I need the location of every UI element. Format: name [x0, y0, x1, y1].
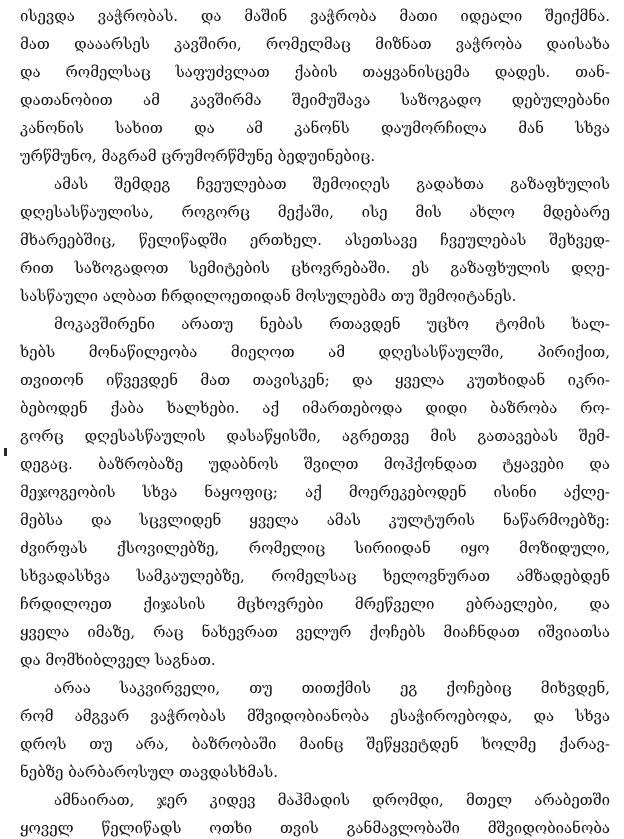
text-line: სასწაული ალბათ ჩრდილოეთიდან მოსულებმა თუ შემოიტანეს.: [20, 287, 517, 305]
text-line: ურწმუნო, მაგრამ ცრუმორწმუნე ბედუინებიც.: [20, 147, 376, 165]
body-text: [20, 2, 610, 839]
paragraph-first-line: მოკავშირენი არათუ ნებას რთავდენ უცხო ტომის ხალ-: [54, 315, 610, 333]
text-line: თვითონ იწვევდენ მათ თავისკენ; და ყველა კუთხიდან იკრი-: [20, 371, 610, 389]
text-line: ისევდა ვაჭრობას. და მაშინ ვაჭრობა მათი იდეალი შეიქმნა.: [20, 7, 610, 25]
text-line: მათ დააარსეს კავშირი, რომელმაც მიზნათ ვაჭრობა დაისახა: [20, 35, 610, 53]
text-line: დეგაც. ბაზრობაზე უდაბნოს შვილთ მოჰქონდათ ტყავები და: [20, 455, 610, 473]
text-line: ყველა იმაზე, რაც ნახევრათ ველურ ქოჩებს მიაჩნდათ იშვიათსა: [20, 623, 610, 641]
text-line: კანონის სახით და ამ კანონს დაუმორჩილა მან სხვა: [20, 119, 610, 137]
text-line: დათანობით ამ კავშირმა შეიმუშავა საზოგადო დებულებანი: [20, 91, 610, 109]
text-line: ბებოდენ ქაბა ხალხები. აქ იმართებოდა დიდი ბაზრობა რო-: [20, 399, 610, 417]
text-line: ხებს მონაწილეობა მიეღოთ ამ დღესასწაულში, პირიქით,: [20, 343, 610, 361]
text-line: მებსა და სცვლიდენ ყველა ამას კულტურის ნაწარმოებზე:: [20, 511, 610, 529]
text-line: რით საზოგადოთ სემიტების ცხოვრებაში. ეს გაზაფხულის დღე-: [20, 259, 610, 277]
text-line: და მომხიბლველ საგნათ.: [20, 651, 216, 669]
text-line: დღესასწაულისა, როგორც მექაში, ისე მის ახლო მდებარე: [20, 203, 610, 221]
text-line: დროს თუ არა, ბაზრობაში მაინც შეწყვეტდენ ხოლმე ქარავ-: [20, 735, 610, 753]
text-line: ნებზე ბარბაროსულ თავდასხმას.: [20, 763, 279, 781]
paragraph-first-line: არაა საკვირველი, თუ თითქმის ეგ ქოჩებიც მიხვდენ,: [54, 679, 610, 697]
text-line: და რომელსაც საფუძვლათ ქაბის თაყვანისცემა დადეს. თან-: [20, 63, 610, 81]
text-line: ყოველ წელიწადს ოთხი თვის განმავლობაში მშვიდობიანობა: [20, 819, 610, 837]
text-line: ძვირფას ქსოვილებზე, რომელიც სირიიდან იყო მოზიდული,: [20, 539, 610, 557]
text-line: მეჯოგეობის სხვა ნაყოფიც; აქ მოერეკებოდენ ისინი აქლე-: [20, 483, 610, 501]
text-line: ჩრდილოეთ ქიჯასის მცხოვრები მრეწველი ებრაელები, და: [20, 595, 610, 613]
paragraph-first-line: ამნაირათ, ჯერ კიდევ მაჰმადის დრომდი, მთელ არაბეთში: [54, 791, 610, 809]
scan-speck: [4, 448, 7, 456]
text-line: გორც დღესასწაულის დასაწყისში, აგრეთვე მის გათავებას შემ-: [20, 427, 610, 445]
text-line: რომ ამგვარ ვაჭრობას მშვიდობიანობა ესაჭიროებოდა, და სხვა: [20, 707, 610, 725]
text-line: სხვადასხვა სამკაულებზე, რომელსაც ხელოვნურათ ამზადებდენ: [20, 567, 610, 585]
text-line: მხარეებშიც, წელიწადში ერთხელ. ასეთსავე ჩვეულებას შეხვედ-: [20, 231, 610, 249]
paragraph-first-line: ამას შემდეგ ჩვეულებათ შემოიღეს გადახთა გაზაფხულის: [54, 175, 610, 193]
